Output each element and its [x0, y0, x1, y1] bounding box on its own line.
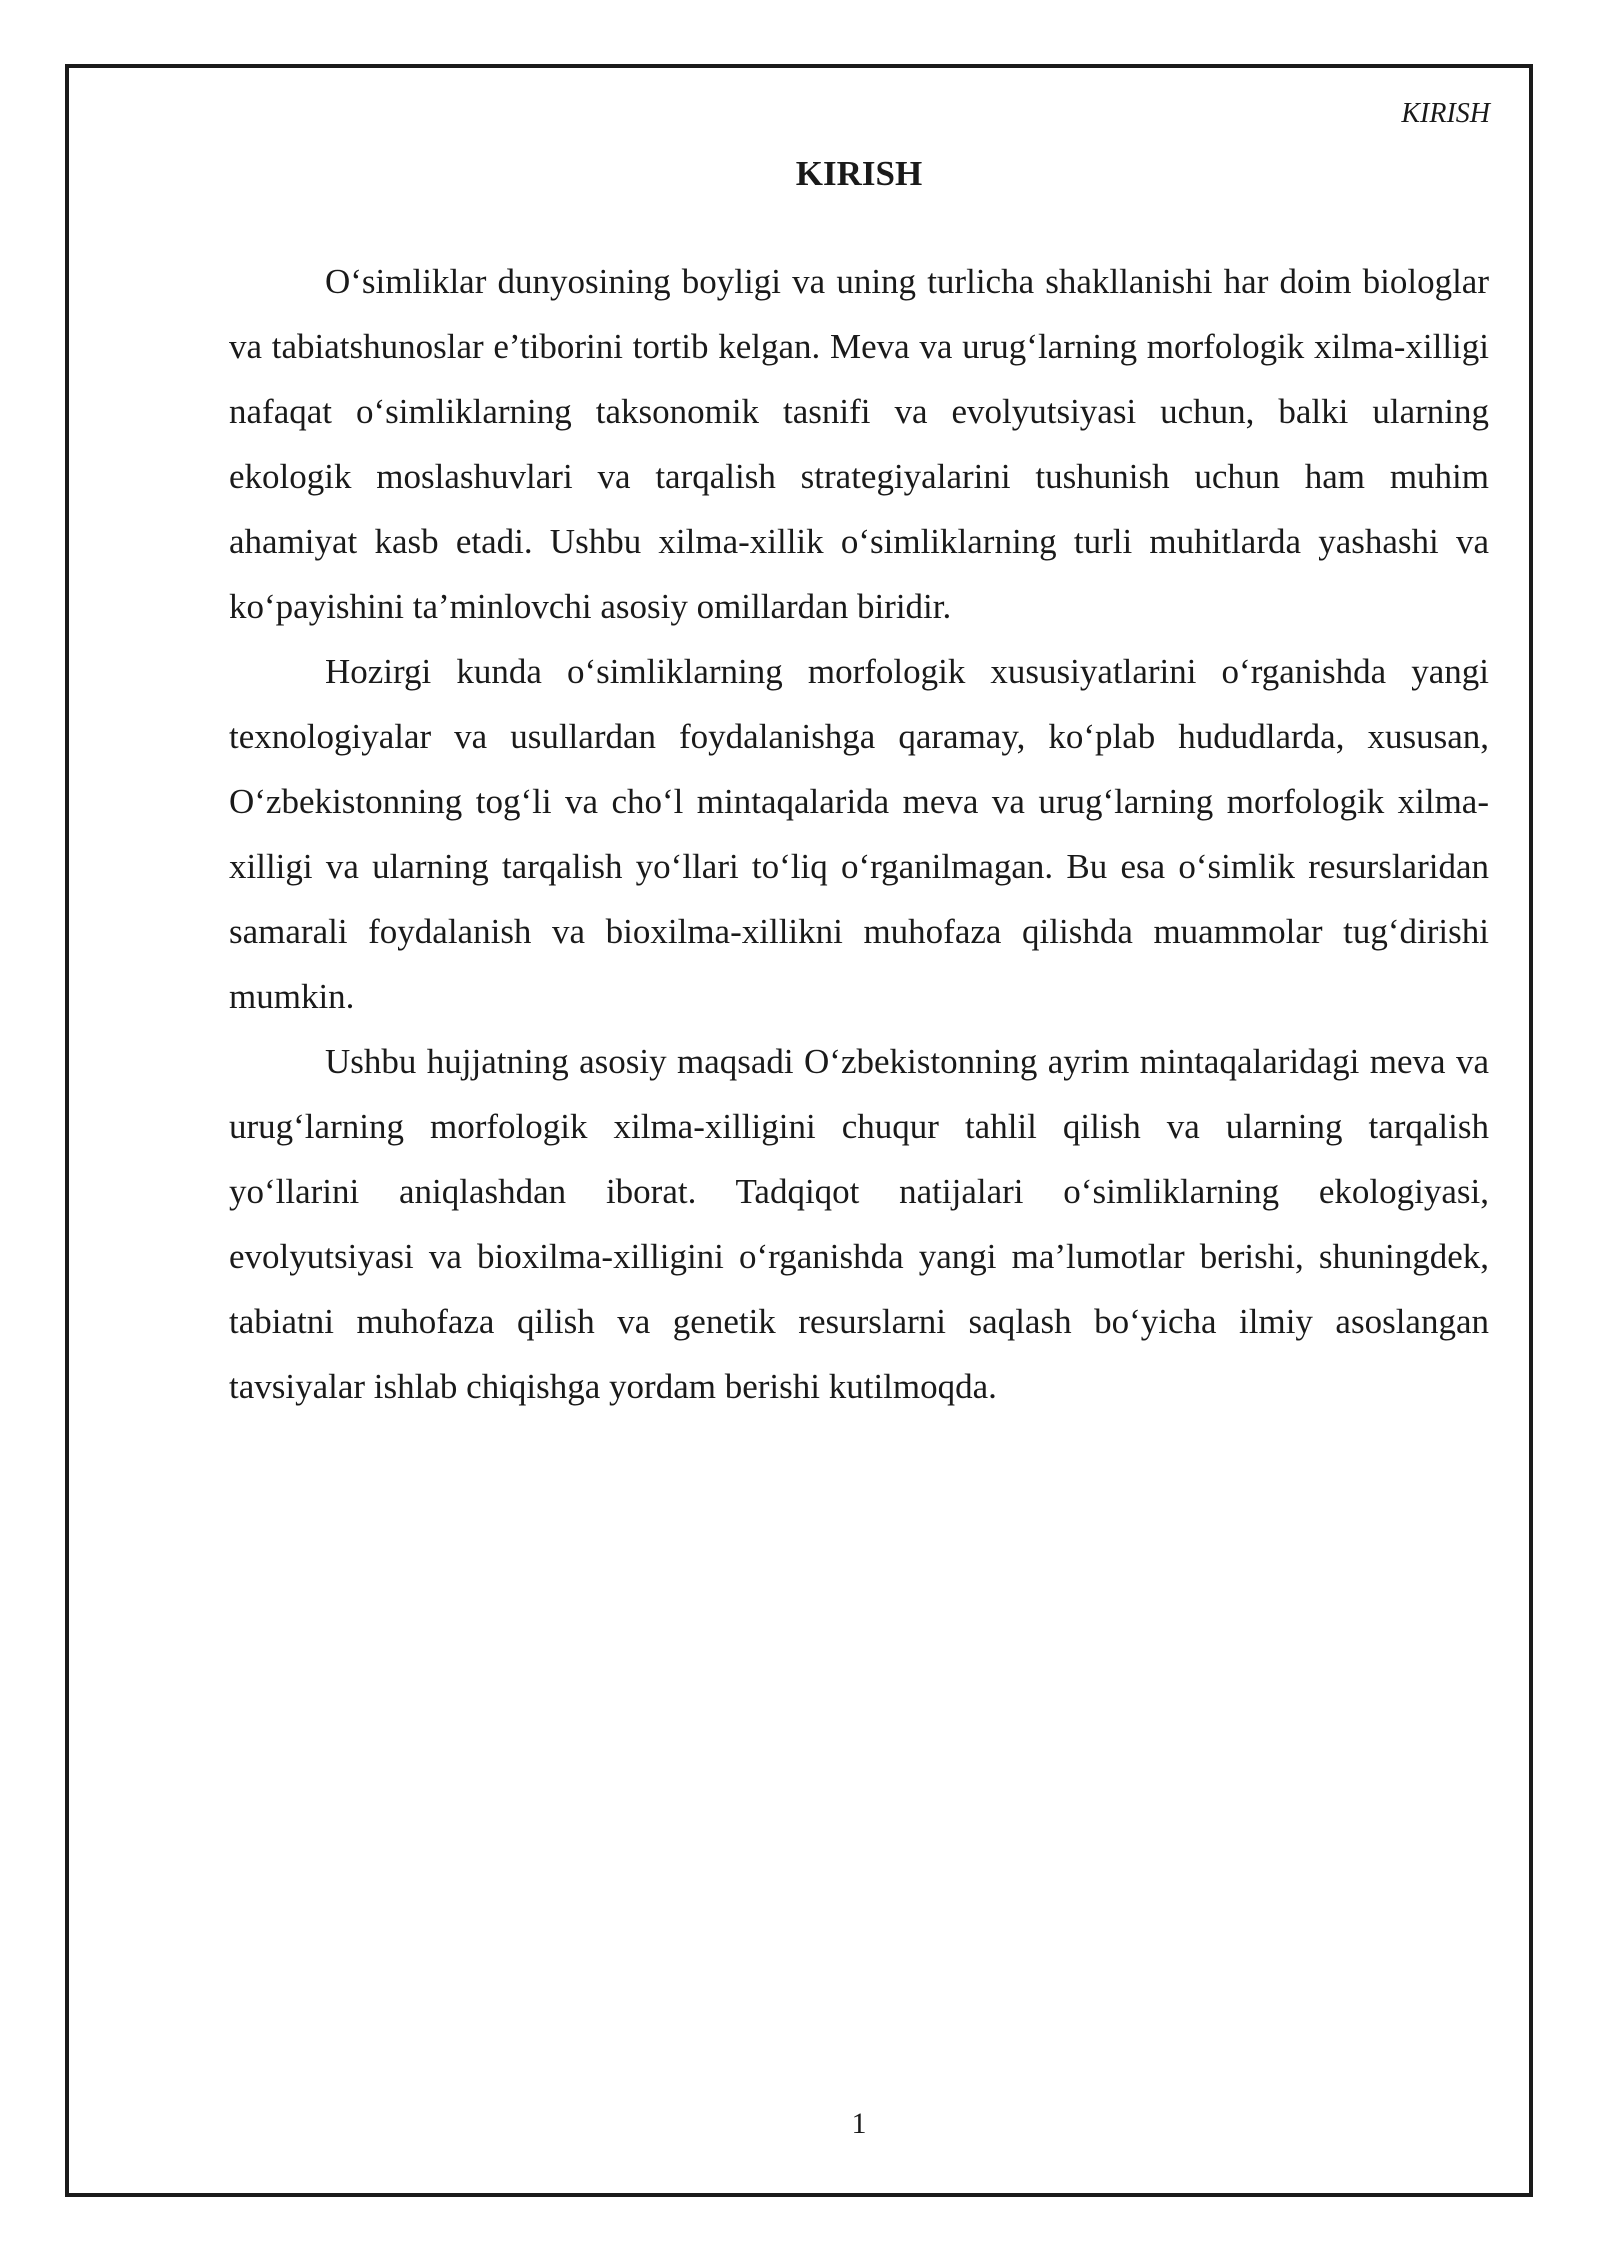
document-body: [229, 249, 1489, 1419]
page-title: KIRISH: [795, 154, 923, 193]
body-paragraph: Hozirgi kunda o‘simliklarning morfologik xususiyatlarini o‘rganishda yangi texnologiyalar va usullardan foydalanishga qaramay, ko‘plab hududlarda, xususan, O‘zbekistonning tog‘li va cho‘l mintaqalarida meva va urug‘larning morfologik xilma-xilligi va ularning tarqalish yo‘llari to‘liq o‘rganilmagan. Bu esa o‘simlik resurslaridan samarali foydalanish va bioxilma-xillikni muhofaza qilishda muammolar tug‘dirishi mumkin.: [229, 652, 1489, 1016]
body-paragraph: Ushbu hujjatning asosiy maqsadi O‘zbekistonning ayrim mintaqalaridagi meva va urug‘larning morfologik xilma-xilligini chuqur tahlil qilish va ularning tarqalish yo‘llarini aniqlashdan iborat. Tadqiqot natijalari o‘simliklarning ekologiyasi, evolyutsiyasi va bioxilma-xilligini o‘rganishda yangi ma’lumotlar berishi, shuningdek, tabiatni muhofaza qilish va genetik resurslarni saqlash bo‘yicha ilmiy asoslangan tavsiyalar ishlab chiqishga yordam berishi kutilmoqda.: [229, 1042, 1489, 1406]
running-header: KIRISH: [1401, 98, 1490, 129]
body-paragraph: O‘simliklar dunyosining boyligi va uning turlicha shakllanishi har doim biologlar va tabiatshunoslar e’tiborini tortib kelgan. Meva va urug‘larning morfologik xilma-xilligi nafaqat o‘simliklarning taksonomik tasnifi va evolyutsiyasi uchun, balki ularning ekologik moslashuvlari va tarqalish strategiyalarini tushunish uchun ham muhim ahamiyat kasb etadi. Ushbu xilma-xillik o‘simliklarning turli muhitlarda yashashi va ko‘payishini ta’minlovchi asosiy omillardan biridir.: [229, 262, 1489, 626]
page-number: 1: [851, 2107, 867, 2140]
